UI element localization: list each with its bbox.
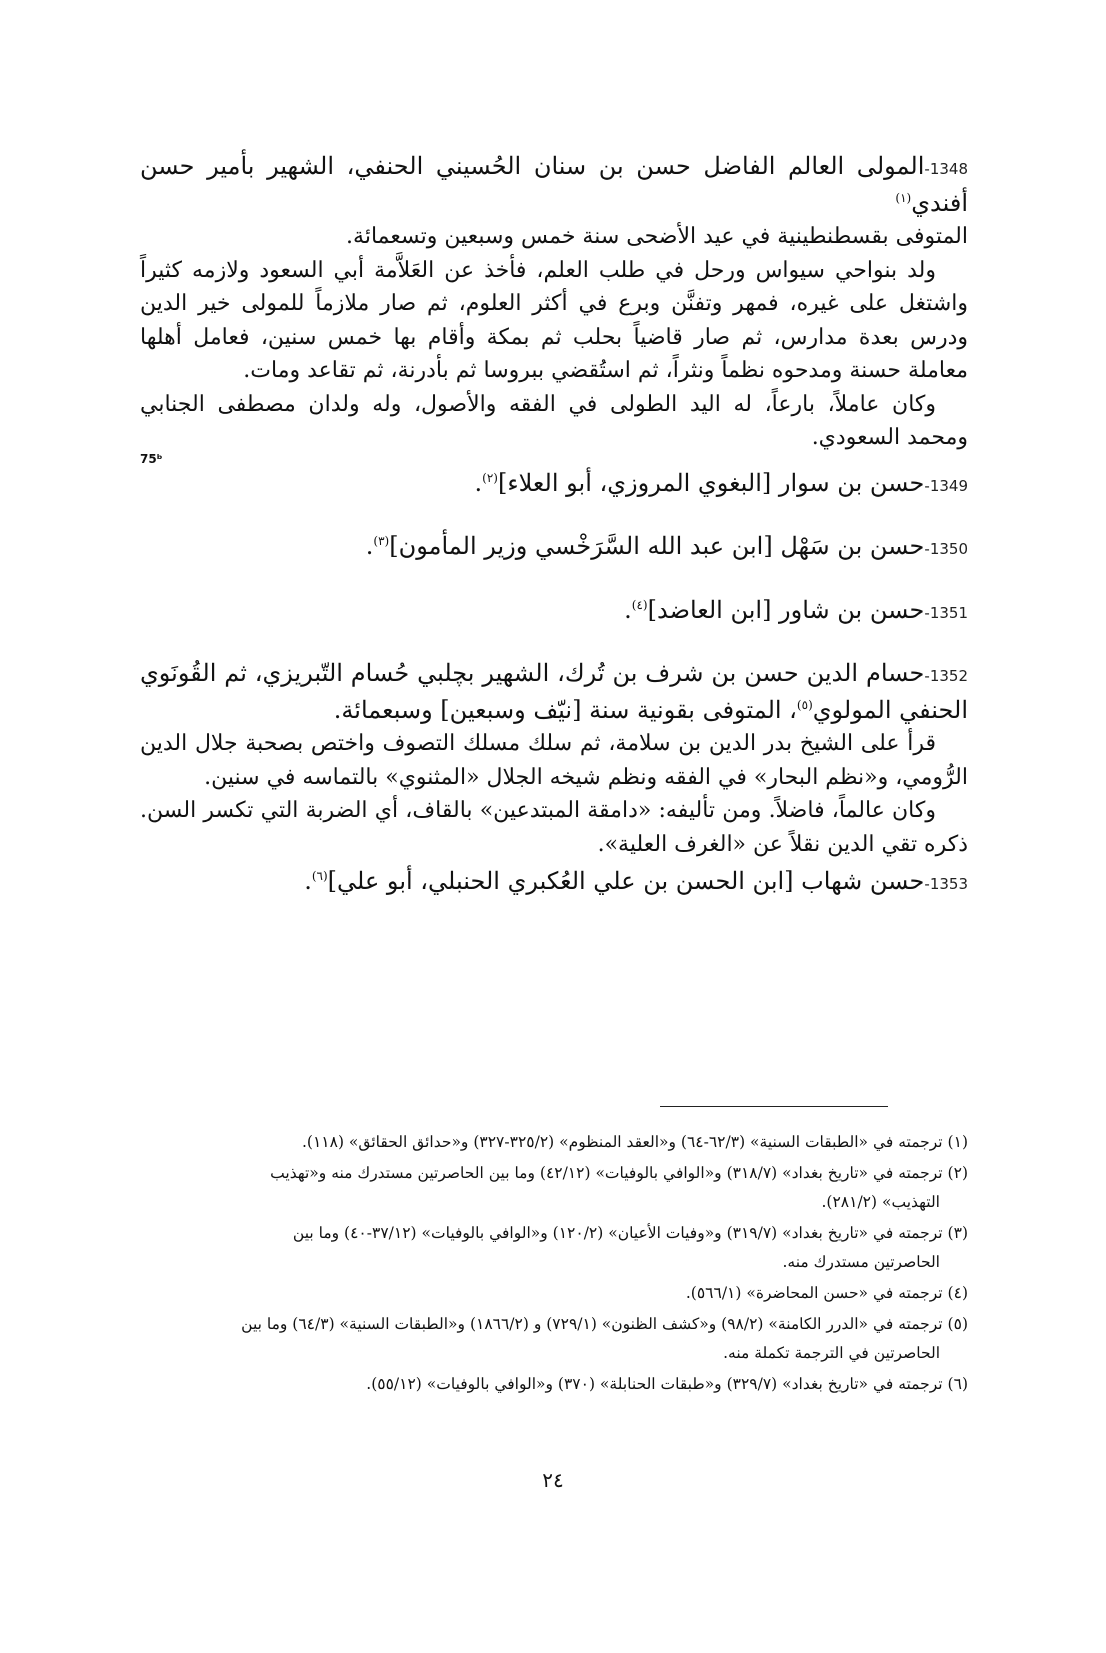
- entry-1352: [140, 657, 968, 861]
- entry-1349: [140, 467, 968, 504]
- footnote-text: ترجمته في «حسن المحاضرة» (٥٦٦/١).: [685, 1284, 943, 1302]
- entry-paragraph: وكان عالماً، فاضلاً. ومن تأليفه: «دامقة المبتدعين» بالقاف، أي الضربة التي تكسر السن. ذكره تقي الدين نقلاً عن «الغرف العلية».: [140, 798, 968, 857]
- main-text: [140, 150, 968, 902]
- entry-heading-tail: المتوفى بقسطنطينية في عيد الأضحى سنة خمس وسبعين وتسعمائة.: [346, 224, 968, 249]
- entry-heading: حسن شهاب [ابن الحسن بن علي العُكبري الحنبلي، أبو علي]: [327, 867, 925, 895]
- page-number: ٢٤: [542, 1468, 564, 1492]
- entry-end: .: [304, 867, 312, 895]
- entry-number: 1351-: [924, 603, 968, 622]
- entry-1348: [140, 150, 968, 455]
- entry-paragraph: قرأ على الشيخ بدر الدين بن سلامة، ثم سلك مسلك التصوف واختص بصحبة جلال الدين الرُّومي، و«نظم البحار» في الفقه ونظم شيخه الجلال «المثنوي» بالتماسه في سنين.: [140, 731, 968, 790]
- footnote-ref[interactable]: (٢): [482, 470, 498, 485]
- footnote-ref[interactable]: (٣): [373, 534, 390, 548]
- footnote-ref[interactable]: (٦): [311, 869, 328, 883]
- footnote-text: ترجمته في «تاريخ بغداد» (٣١٩/٧) و«وفيات الأعيان» (١٢٠/٢) و«الوافي بالوفيات» (٣٧/١٢-٤٠) وما بين: [292, 1224, 943, 1242]
- footnote-text: ترجمته في «الطبقات السنية» (٦٢/٣-٦٤) و«العقد المنظوم» (٣٢٥/٢-٣٢٧) و«حدائق الحقائق» (١١٨).: [301, 1133, 943, 1151]
- footnote-6: [140, 1370, 968, 1399]
- entry-paragraph: ولد بنواحي سيواس ورحل في طلب العلم، فأخذ عن العَلاَّمة أبي السعود ولازمه كثيراً واشتغل على غيره، فمهر وتفنَّن وبرع في أكثر العلوم، ثم صار ملازماً للمولى خير الدين ودرس بعدة مدارس، ثم صار قاضياً بحلب ثم بمكة وأقام بها خمس سنين، فعامل أهلها معاملة حسنة ومدحوه نظماً ونثراً، ثم استُقضي ببروسا ثم بأدرنة، ثم تقاعد ومات.: [140, 257, 968, 383]
- entry-number: 1353-: [924, 875, 968, 893]
- footnote-text-cont: التهذيب» (٢٨١/٢).: [821, 1193, 940, 1211]
- footnote-marker: (٥): [947, 1315, 968, 1333]
- footnote-text: ترجمته في «تاريخ بغداد» (٣٢٩/٧) و«طبقات الحنابلة» (٣٧٠) و«الوافي بالوفيات» (٥٥/١٢).: [366, 1375, 943, 1393]
- footnote-1: [140, 1128, 968, 1157]
- entry-end: .: [365, 532, 374, 560]
- footnote-text-cont: الحاصرتين في الترجمة تكملة منه.: [723, 1344, 940, 1362]
- footnote-text-cont: الحاصرتين مستدرك منه.: [782, 1253, 940, 1271]
- entry-heading: المولى العالم الفاضل حسن بن سنان الحُسيني الحنفي، الشهير بأمير حسن أفندي: [140, 152, 968, 217]
- footnote-3: [140, 1219, 968, 1277]
- margin-folio-marker: 75ᵇ: [140, 451, 163, 466]
- entry-heading: حسن بن سَهْل [ابن عبد الله السَّرَخْسي وزير المأمون]: [389, 532, 925, 560]
- footnote-marker: (١): [947, 1133, 968, 1151]
- footnote-ref[interactable]: (٥): [796, 697, 813, 712]
- footnote-marker: (٤): [947, 1284, 968, 1302]
- footnote-4: [140, 1279, 968, 1308]
- footnote-ref[interactable]: (٤): [631, 597, 648, 612]
- entry-end: .: [474, 468, 483, 497]
- entry-number: 1352-: [924, 667, 968, 685]
- footnote-marker: (٦): [947, 1375, 968, 1393]
- footnote-2: [140, 1159, 968, 1217]
- entry-number: 1350-: [924, 540, 968, 558]
- entry-heading: حسن بن شاور [ابن العاضد]: [647, 595, 925, 624]
- entry-heading-tail: ، المتوفى بقونية سنة [نيّف وسبعين] وسبعمائة.: [333, 695, 797, 724]
- footnote-marker: (٢): [947, 1164, 968, 1182]
- footnotes: [140, 1128, 968, 1401]
- entry-1353: [140, 865, 968, 902]
- entry-heading: حسام الدين حسن بن شرف بن تُرك، الشهير بچلبي حُسام التّبريزي، ثم القُونَوي الحنفي المولوي: [140, 659, 968, 724]
- footnote-5: [140, 1310, 968, 1368]
- entry-paragraph: وكان عاملاً، بارعاً، له اليد الطولى في الفقه والأصول، وله ولدان مصطفى الجنابي ومحمد السعودي.: [140, 391, 968, 450]
- entry-heading: حسن بن سوار [البغوي المروزي، أبو العلاء]: [497, 468, 925, 497]
- footnote-ref[interactable]: (١): [895, 190, 912, 205]
- entry-number: 1349-: [924, 476, 968, 495]
- entry-number: 1348-: [924, 160, 968, 178]
- entry-1351: [140, 594, 968, 631]
- footnote-separator: [660, 1106, 888, 1107]
- entry-end: .: [624, 595, 632, 624]
- footnote-marker: (٣): [947, 1224, 968, 1242]
- entry-1350: [140, 530, 968, 567]
- footnote-text: ترجمته في «تاريخ بغداد» (٣١٨/٧) و«الوافي بالوفيات» (٤٢/١٢) وما بين الحاصرتين مستدرك منه و«تهذيب: [270, 1164, 943, 1182]
- footnote-text: ترجمته في «الدرر الكامنة» (٩٨/٢) و«كشف الظنون» (٧٢٩/١) و (١٨٦٦/٢) و«الطبقات السنية» (٦٤/٣) وما بين: [241, 1315, 943, 1333]
